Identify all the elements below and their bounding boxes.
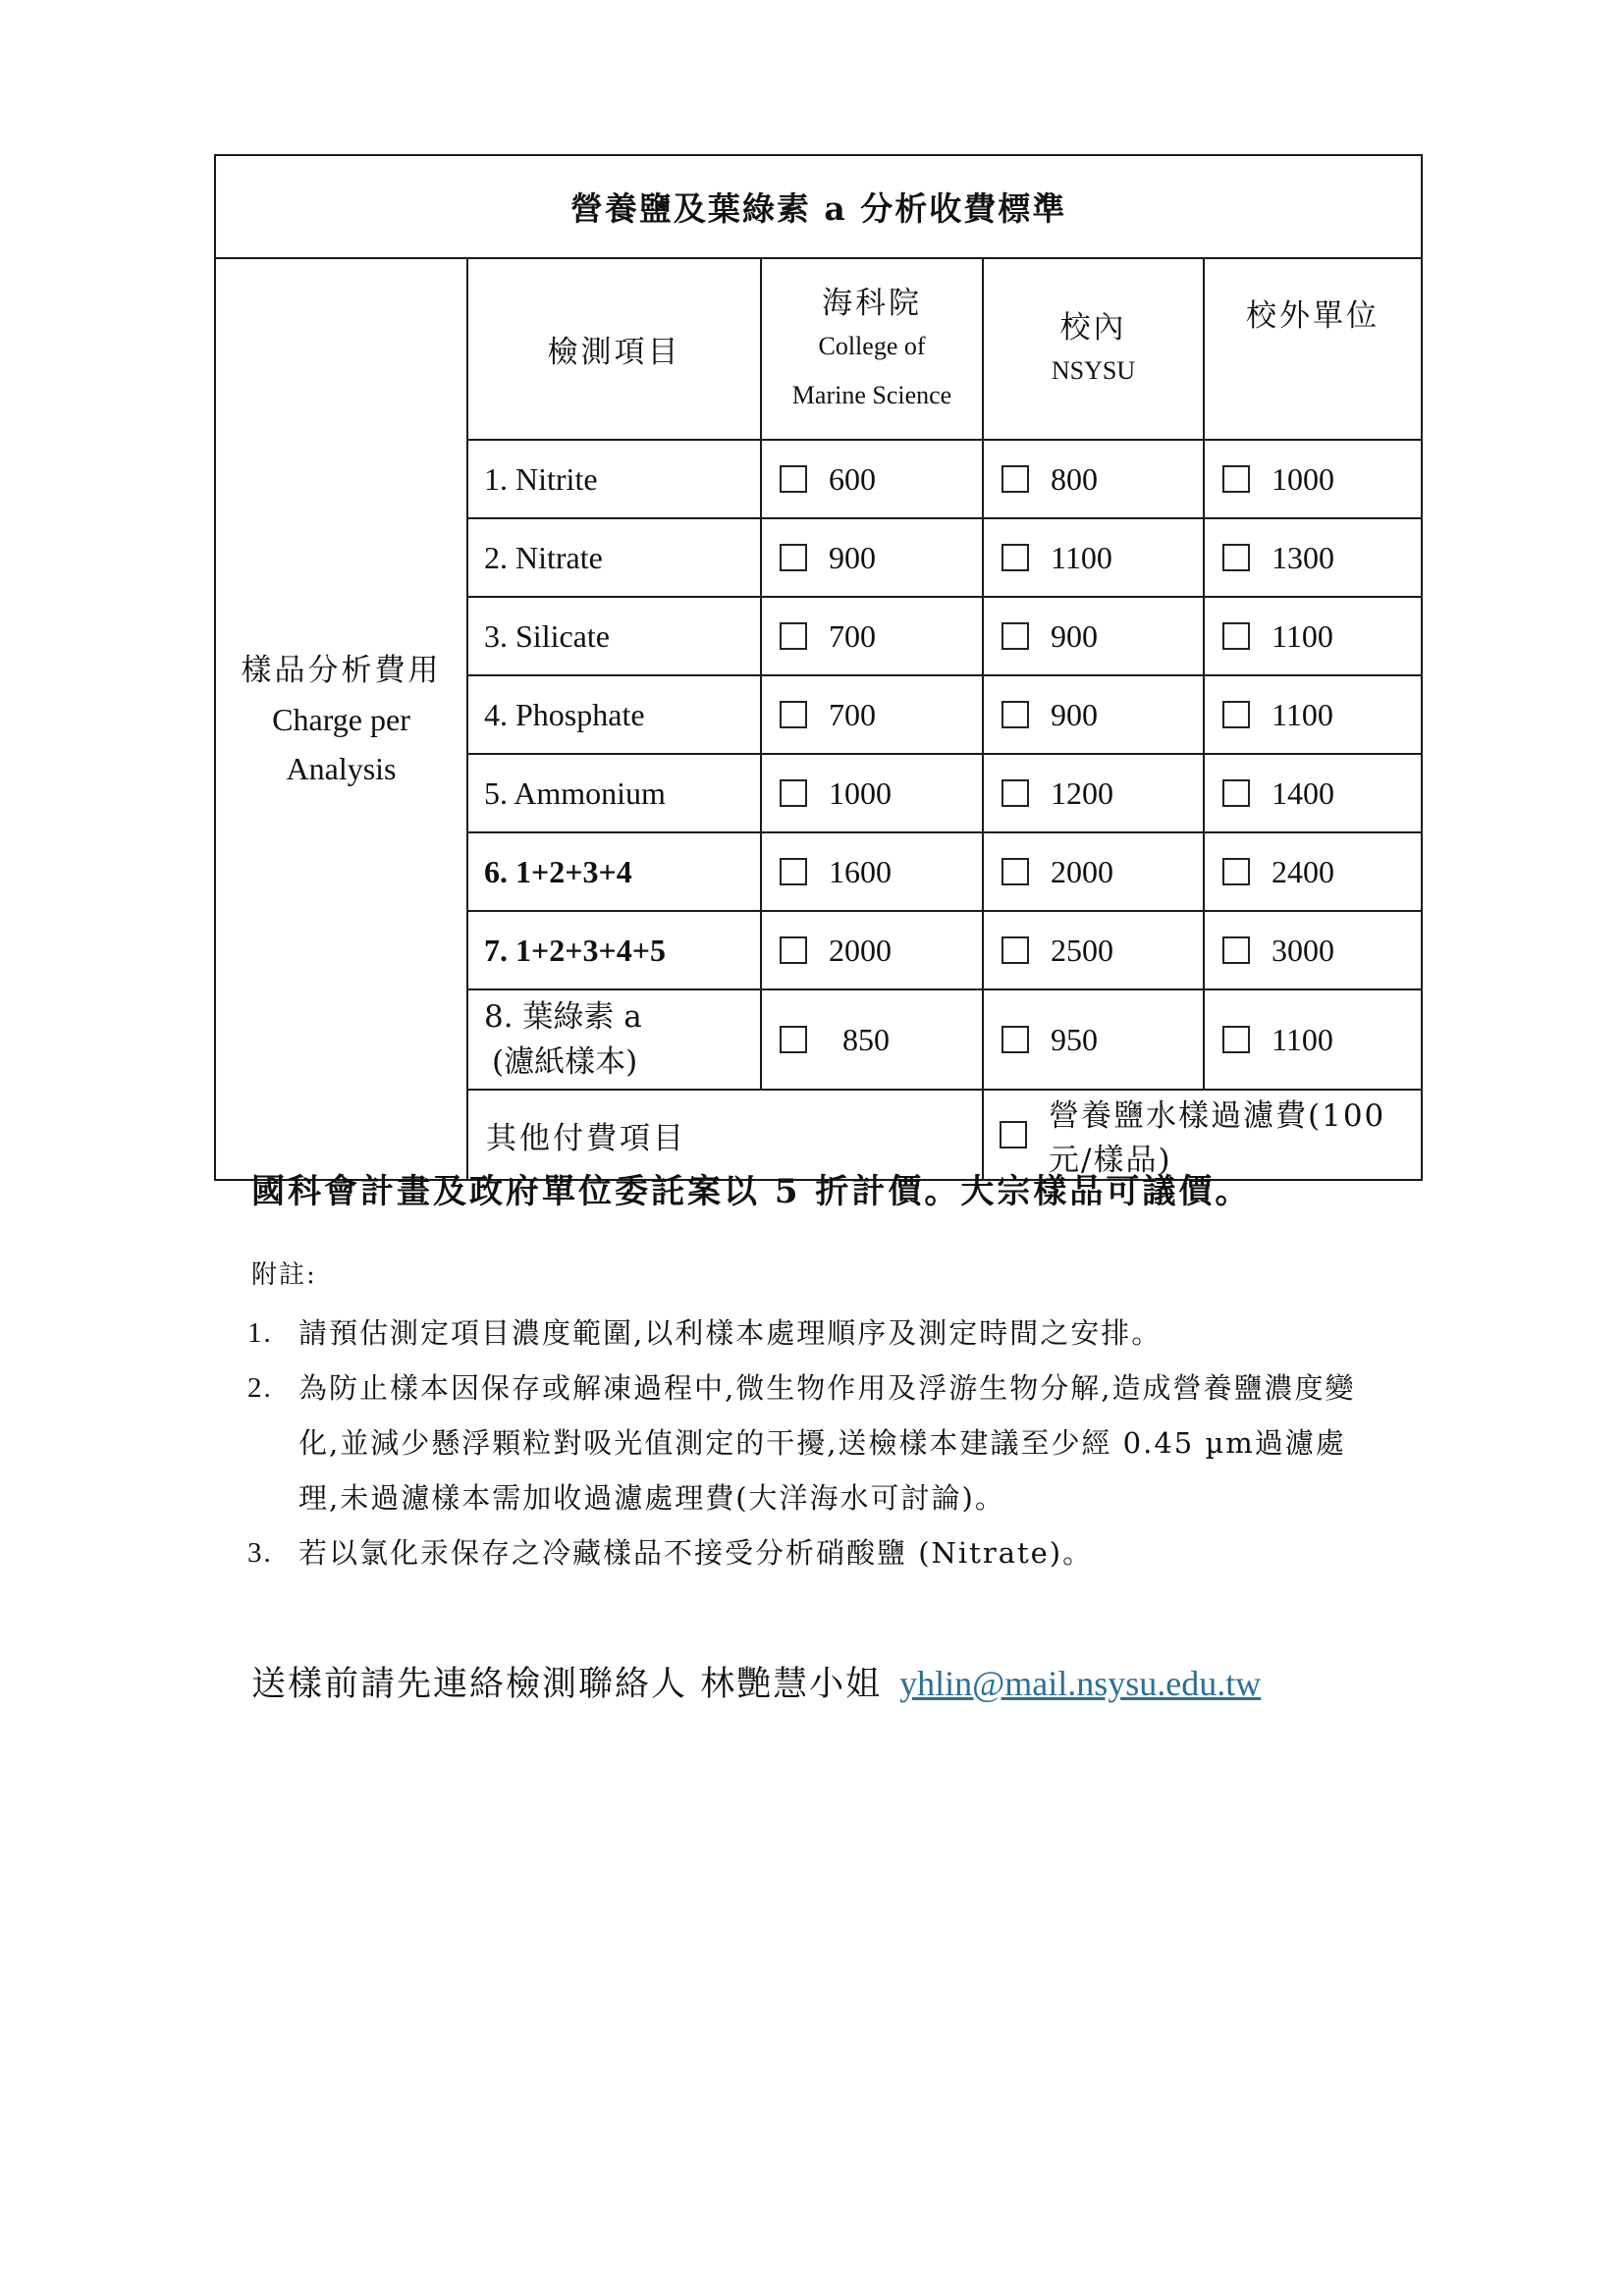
cms-price: 700 — [829, 617, 876, 654]
internal-price-cell — [983, 989, 1204, 1090]
item-label: 4. Phosphate — [467, 675, 761, 754]
internal-price-cell — [983, 675, 1204, 754]
note-text: 若以氯化汞保存之冷藏樣品不接受分析硝酸鹽 (Nitrate)。 — [298, 1536, 1094, 1570]
cms-price: 1600 — [829, 853, 892, 889]
external-price: 1400 — [1272, 774, 1334, 811]
cms-price-cell — [761, 754, 983, 832]
external-price: 1000 — [1272, 460, 1334, 497]
external-checkbox[interactable] — [1222, 701, 1250, 728]
internal-price: 900 — [1051, 696, 1098, 732]
external-checkbox[interactable] — [1222, 544, 1250, 571]
external-checkbox[interactable] — [1222, 465, 1250, 493]
filtration-fee-text: 營養鹽水樣過濾費(100 元/樣品) — [1049, 1098, 1386, 1178]
header-cms-zh: 海科院 — [822, 286, 922, 321]
header-internal-en: NSYSU — [1051, 356, 1136, 385]
internal-price-cell — [983, 832, 1204, 911]
cms-checkbox[interactable] — [780, 936, 807, 964]
item-label-line1: 8. 葉綠素 a — [484, 999, 642, 1035]
internal-checkbox[interactable] — [1001, 779, 1029, 807]
group-label-zh: 樣品分析費用 — [241, 652, 442, 688]
header-item: 檢測項目 — [467, 258, 761, 440]
other-fee-label: 其他付費項目 — [467, 1090, 983, 1180]
filtration-fee-checkbox[interactable] — [1000, 1121, 1027, 1148]
cms-checkbox[interactable] — [780, 544, 807, 571]
internal-checkbox[interactable] — [1001, 465, 1029, 493]
fee-table — [214, 154, 1423, 1181]
cms-price: 700 — [829, 696, 876, 732]
internal-price-cell — [983, 754, 1204, 832]
cms-price-cell — [761, 989, 983, 1090]
external-price-cell — [1204, 675, 1422, 754]
external-price: 2400 — [1272, 853, 1334, 889]
header-cms-en-1: College of — [818, 332, 926, 360]
cms-checkbox[interactable] — [780, 701, 807, 728]
external-price: 1100 — [1272, 1021, 1333, 1057]
internal-checkbox[interactable] — [1001, 544, 1029, 571]
internal-price: 1100 — [1051, 539, 1112, 575]
item-label — [467, 989, 761, 1090]
cms-price-cell — [761, 518, 983, 597]
note-item — [247, 1525, 1386, 1580]
notes-list — [247, 1306, 1386, 1580]
external-price-cell — [1204, 440, 1422, 518]
note-text: 為防止樣本因保存或解凍過程中,微生物作用及浮游生物分解,造成營養鹽濃度變化,並減少懸浮顆粒對吸光值測定的干擾,送檢樣本建議至少經 0.45 µm過濾處理,未過濾樣本需加收過濾處理費(大洋海水可討論)。 — [298, 1371, 1356, 1515]
internal-checkbox[interactable] — [1001, 701, 1029, 728]
header-cms — [761, 258, 983, 440]
contact-text: 送樣前請先連絡檢測聯絡人 林艷慧小姐 — [251, 1665, 883, 1704]
internal-price-cell — [983, 597, 1204, 675]
external-price-cell — [1204, 518, 1422, 597]
header-cms-en-2: Marine Science — [791, 381, 952, 409]
external-price-cell — [1204, 911, 1422, 989]
external-checkbox[interactable] — [1222, 779, 1250, 807]
external-checkbox[interactable] — [1222, 1026, 1250, 1053]
cms-price: 2000 — [829, 932, 892, 968]
item-label: 1. Nitrite — [467, 440, 761, 518]
item-label-line2: (濾紙樣本) — [492, 1044, 638, 1080]
external-price: 1100 — [1272, 617, 1333, 654]
note-item — [247, 1306, 1386, 1361]
external-price-cell — [1204, 754, 1422, 832]
cms-price: 900 — [829, 539, 876, 575]
cms-price: 1000 — [829, 774, 892, 811]
internal-price-cell — [983, 911, 1204, 989]
item-label: 5. Ammonium — [467, 754, 761, 832]
cms-checkbox[interactable] — [780, 1026, 807, 1053]
cms-price-cell — [761, 832, 983, 911]
contact-email-link[interactable]: yhlin@mail.nsysu.edu.tw — [899, 1664, 1262, 1703]
cms-price-cell — [761, 911, 983, 989]
internal-checkbox[interactable] — [1001, 936, 1029, 964]
cms-price-cell — [761, 597, 983, 675]
internal-price: 950 — [1051, 1021, 1098, 1057]
contact-line — [251, 1657, 1261, 1706]
internal-price: 2000 — [1051, 853, 1113, 889]
cms-checkbox[interactable] — [780, 465, 807, 493]
external-price-cell — [1204, 989, 1422, 1090]
item-label: 3. Silicate — [467, 597, 761, 675]
external-price-cell — [1204, 832, 1422, 911]
internal-checkbox[interactable] — [1001, 858, 1029, 885]
header-external: 校外單位 — [1204, 258, 1422, 440]
cms-price-cell — [761, 675, 983, 754]
external-price: 3000 — [1272, 932, 1334, 968]
group-label-en-2: Analysis — [286, 750, 397, 786]
note-text: 請預估測定項目濃度範圍,以利樣本處理順序及測定時間之安排。 — [298, 1316, 1163, 1350]
cms-price: 850 — [842, 1021, 890, 1057]
cms-checkbox[interactable] — [780, 779, 807, 807]
external-checkbox[interactable] — [1222, 936, 1250, 964]
cms-checkbox[interactable] — [780, 622, 807, 650]
internal-price-cell — [983, 518, 1204, 597]
cms-price-cell — [761, 440, 983, 518]
note-number: 1. — [247, 1317, 273, 1349]
external-price-cell — [1204, 597, 1422, 675]
item-label: 7. 1+2+3+4+5 — [467, 911, 761, 989]
header-internal-zh: 校內 — [1059, 310, 1127, 346]
internal-price: 900 — [1051, 617, 1098, 654]
item-label: 2. Nitrate — [467, 518, 761, 597]
cms-price: 600 — [829, 460, 876, 497]
external-price: 1100 — [1272, 696, 1333, 732]
internal-price: 1200 — [1051, 774, 1113, 811]
external-checkbox[interactable] — [1222, 622, 1250, 650]
group-label-en-1: Charge per — [272, 701, 410, 737]
note-item — [247, 1361, 1386, 1525]
note-number: 2. — [247, 1372, 273, 1404]
note-number: 3. — [247, 1537, 273, 1569]
table-title: 營養鹽及葉綠素 a 分析收費標準 — [215, 155, 1422, 258]
internal-checkbox[interactable] — [1001, 1026, 1029, 1053]
external-checkbox[interactable] — [1222, 858, 1250, 885]
notes-title: 附註: — [251, 1260, 317, 1290]
cms-checkbox[interactable] — [780, 858, 807, 885]
internal-price: 2500 — [1051, 932, 1113, 968]
external-price: 1300 — [1272, 539, 1334, 575]
group-label-cell — [215, 258, 467, 1180]
discount-notice: 國科會計畫及政府單位委託案以 5 折計價。大宗樣品可議價。 — [251, 1172, 1252, 1211]
internal-checkbox[interactable] — [1001, 622, 1029, 650]
item-label: 6. 1+2+3+4 — [467, 832, 761, 911]
internal-price-cell — [983, 440, 1204, 518]
header-internal — [983, 258, 1204, 440]
internal-price: 800 — [1051, 460, 1098, 497]
